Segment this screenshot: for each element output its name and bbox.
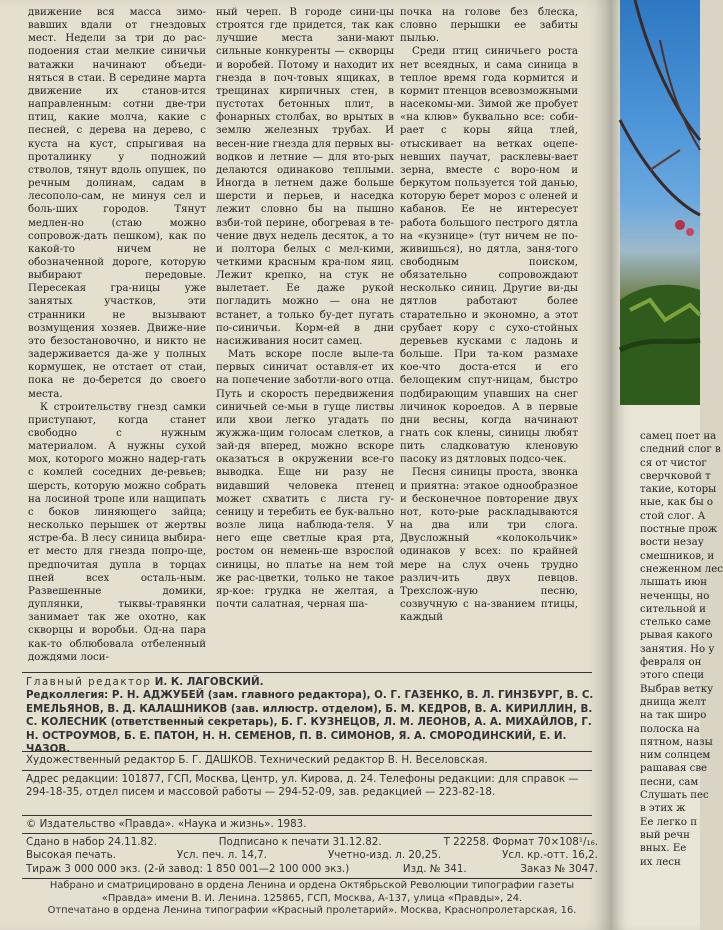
text-line: Ее легко п xyxy=(640,816,698,828)
text-line: песни, сам xyxy=(640,776,699,788)
text-line: ся от чистог xyxy=(640,457,707,469)
text-line: неченщы, но xyxy=(640,590,710,602)
adjacent-page xyxy=(612,0,723,930)
paragraph: почка на голове без блеска, словно перышки ее забиты пылью. xyxy=(400,7,578,45)
text-line: самец поет на xyxy=(640,431,717,442)
chief-label: Главный редактор xyxy=(26,676,152,688)
text-line: полоска на xyxy=(640,723,700,735)
text-line: вных. Ее xyxy=(640,843,687,855)
divider xyxy=(22,815,592,816)
divider xyxy=(22,770,592,771)
text-line: сверчковой т xyxy=(640,470,711,482)
article-column-2 xyxy=(216,6,394,611)
divider xyxy=(22,751,592,752)
text-line: вый речн xyxy=(640,829,690,841)
paragraph: Песня синицы проста, звонка и приятна: этакое однообразное и бесконечное повторение двух нот, кото-рые раскладываются на два или три слога. Двусложный «колокольчик» одинаков у всех: по крайней мере на слух очень трудно различ-ить двух певцов. Трехслож-ную песню, созвучную с на-званием птицы, каждый xyxy=(400,467,578,624)
copyright: © Издательство «Правда». «Наука и жизнь». 1983. xyxy=(26,818,307,830)
text-line: рашавая све xyxy=(640,763,708,775)
divider xyxy=(22,833,592,834)
nature-photo xyxy=(620,0,700,405)
text-line: вости незау xyxy=(640,537,704,549)
art-editor: Художественный редактор Б. Г. ДАШКОВ. Технический редактор В. Н. Веселовская. xyxy=(26,754,488,766)
text-line: Выбрав ветку xyxy=(640,683,714,695)
paragraph: ный череп. В городе сини-цы строятся где придется, так как лучшие места зани-мают сильные конкуренты — скворцы и воробей. Потому и находит их гнезда в поч-товых ящиках, в трещинах кирпичных стен, в пустотах бетонных плит, в фонарных столбах, во врытых в землю железных трубах. И весен-ние гнезда для первых вы-водков и летние — для вто-рых делаются одинаково теплыми. Иногда в летнем даже больше шерсти и перьев, и наседка лежит словно бы на пышно взби-той перине, обогревая в те-чение двух недель десяток, а то и полтора белых с мел-кими, четкими красным кра-пом яиц. Лежит крепко, на стук не вылетает. Ее даже рукой погладить можно — она не встанет, а только бу-дет пугать по-синичьи. Корм-ей в дни насиживания носит самец. xyxy=(216,7,394,347)
text-line: сительной и xyxy=(640,603,706,615)
editorial-board xyxy=(26,676,598,756)
address: Адрес редакции: 101877, ГСП, Москва, Центр, ул. Кирова, д. 24. Телефоны редакции: для справок — 294-18-35, отдел писем и массовой работы — 294-52-09, зав. редакцией — 223-82-18. xyxy=(26,773,579,799)
text-line: днища желт xyxy=(640,696,707,708)
text-line: такие, которы xyxy=(640,484,717,496)
text-line: следний слог в xyxy=(640,444,721,456)
print-details: Сдано в набор 24.11.82. Подписано к печати 31.12.82. Т 22258. Формат 70×108¹/₁₆. Высокая печать. Усл. печ. л. 14,7. Учетно-изд. л. 20,25. Усл. кр.-отт. 16,2. Тираж 3 000 000 экз. (2-й завод: 1 850 001—2 100 000 экз.) Изд. № 341. Заказ № 3047. xyxy=(26,836,598,875)
text-line: этого специ xyxy=(640,670,705,682)
text-line: ные, как бы о xyxy=(640,497,714,509)
paragraph: движение вся масса зимо-вавших вдали от гнездовых мест. Недели за три до рас-подоения стаи мелкие синичьи ватажки начинают объеди-няться в стаи. В середине марта движение их станов-ится направленным: сотни две-три птиц, какие молча, какие с песней, с дерева на дерево, с куста на куст, спрыгивая на проталинку у подножий стволов, тянут вдоль опушек, по речным долинам, садам в лесополо-сам, не минуя сел и боль-ших городов. Тянут медлен-но (стаю можно сопровож-дать пешком), как по какой-то ничем не обозначенной дороге, которую выбирают передовые. Пересекая гра-ницы уже занятых участков, эти странники не вызывают возмущения хозяев. Движе-ние это безостановочно, и никто не задерживается да-же у полных кормушек, не отстает от стаи, пока не до-берется до своего места. xyxy=(28,7,206,400)
article-column-1 xyxy=(28,6,206,664)
divider xyxy=(22,878,592,879)
text-line: лышать июн xyxy=(640,577,707,589)
text-line: Слушать пес xyxy=(640,790,709,802)
adjacent-page-text xyxy=(640,430,723,869)
text-line: ним солнцем xyxy=(640,750,711,762)
text-line: на так широ xyxy=(640,710,707,722)
photo-illustration xyxy=(620,0,700,405)
text-line: пятном, назы xyxy=(640,736,713,748)
text-line: рывая какого xyxy=(640,630,713,642)
text-line: их лесн xyxy=(640,856,681,868)
text-line: смешников, и xyxy=(640,550,715,562)
typography-info: Набрано и сматрицировано в ордена Ленина и ордена Октябрьской Революции типографии газеты «Правда» имени В. И. Ленина. 125865, ГСП, Москва, А-137, улица «Правды», 24. Отпечатано в ордена Ленина типографии «Красный пролетарий». Москва, Краснопролетарская, 16. xyxy=(47,880,577,917)
text-line: занятия. Но у xyxy=(640,643,715,655)
text-line: февраля он xyxy=(640,657,702,669)
board-members: Редколлегия: Р. Н. АДЖУБЕЙ (зам. главного редактора), О. Г. ГАЗЕНКО, В. Л. ГИНЗБУРГ, В. С. ЕМЕЛЬЯНОВ, В. Д. КАЛАШНИКОВ (зав. иллюстр. отделом), Б. М. КЕДРОВ, В. А. КИРИЛЛИН, В. С. КОЛЕСНИК (ответственный секретарь), Б. Г. КУЗНЕЦОВ, Л. М. ЛЕОНОВ, А. А. МИХАЙЛОВ, Г. Н. ОСТРОУМОВ, Б. Е. ПАТОН, Н. Н. СЕМЕНОВ, П. В. СИМОНОВ, Я. А. СМОРОДИНСКИЙ, Е. И. ЧАЗОВ. xyxy=(26,689,594,756)
article-column-3 xyxy=(400,6,578,624)
text-line: стой слог. А xyxy=(640,510,706,522)
paragraph: Среди птиц синичьего роста нет всеядных, и сама синица в теплое время года кормится и кормит птенцов всевозможными насекомы-ми. Зимой же пробует «на клюв» буквально все: соби-рает с коры яйца тлей, отыскивает на ветках оцепе-невших паучат, расклевы-вает зерна, вместе с воро-ном и беркутом пользуется той данью, которую берет мороз с оленей и кабанов. Ее не интересует работа большого пестрого дятла на «кузнице» (тут ничем не по-живишься), но дятла, заня-того свободным поиском, обязательно сопровождают несколько синиц. Другие ви-ды дятлов работают более старательно и экономно, а этот срубает кору с сухо-стойных деревьев кусками с ладонь и больше. При та-ком размахе кое-что доста-ется и его белощеким спут-ницам, быстро подбирающим упавших на снег личинок короедов. А в первые дни весны, когда начинают гнать сок клены, синицы любят пить сладковатую кленовую пасоку из дятловых подсо-чек. xyxy=(400,46,578,466)
text-line: стелько саме xyxy=(640,617,711,629)
paragraph: К строительству гнезд самки приступают, когда станет свободно с нужным материалом. А нужны сухой мох, которого можно надер-гать с комлей соседних де-ревьев; шерсть, которую можно собрать на лосиной тропе или нащипать с боков линяющего зайца; несколько перышек от жертвы ястре-ба. В лесу синица выбира-ет место для гнезда попро-ще, предпочитая дупла в торцах пней всех осталь-ным. Развешенные домики, дуплянки, тыквы-травянки занимает так же охотно, как скворцы и воробьи. Од-на пара как-то облюбовала отбеленный дождями лоси- xyxy=(28,401,206,663)
text-line: постные прож xyxy=(640,524,718,536)
paragraph: Мать вскоре после выле-та первых синичат оставля-ет их на попечение заботли-вого отца. Путь и скорость передвижения синичьей се-мьи в гуще листвы или хвои легко угадать по жужжа-щим голосам слетков, а зай-дя вперед, можно вскоре оказаться в окружении все-го выводка. Еще ни разу не видавший человека птенец может схватить с листа гу-сеницу и теребить ее бук-вально возле лица наблюда-теля. У него еще светлые края рта, ростом он немень-ше взрослой синицы, но платье на нем той же рас-цветки, только не такое яр-кое: грудка не желтая, а почти салатная, черная ша- xyxy=(216,349,394,611)
text-line: в этих ж xyxy=(640,803,686,815)
text-line: снеженном лес xyxy=(640,563,723,575)
chief-editor: И. К. ЛАГОВСКИЙ. xyxy=(154,676,264,688)
divider xyxy=(22,672,592,673)
